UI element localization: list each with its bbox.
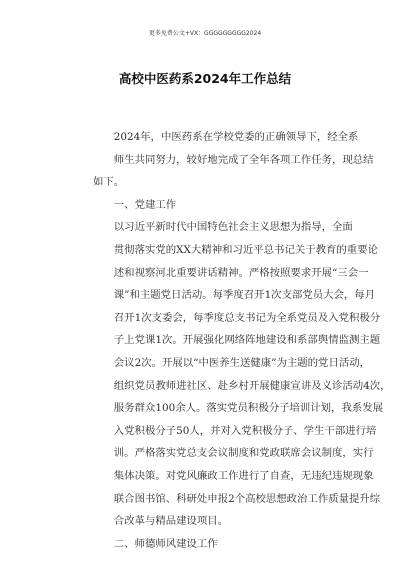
section2-heading: 二、师德师风建设工作 xyxy=(113,537,218,550)
header-note: 更多免费公文+VX：GGGGGGGGG2024 xyxy=(148,30,262,37)
section1-line: 集体决策。对党风廉政工作进行了自查，无违纪违规现象 xyxy=(113,469,374,482)
section1-line: 联合图书馆、科研处申报2个高校思想政治工作质量提升综 xyxy=(113,492,381,505)
intro-line: 2024年，中医药系在学校党委的正确领导下，经全系 xyxy=(113,131,359,143)
section1-line: 课”和主题党日活动。每季度召开1次支部党员大会，每月 xyxy=(113,289,376,302)
intro-line: 如下。 xyxy=(93,176,125,189)
section1-line: 合改革与精品建设项目。 xyxy=(113,515,229,528)
intro-paragraph xyxy=(93,126,374,194)
section1-line: 子上党课1次。开展强化网络阵地建设和系部舆情监测主题 xyxy=(113,334,381,347)
section1-line: 述和视察河北重要讲话精神。严格按照要求开展“三会一 xyxy=(113,266,369,279)
section1-line: 入党积极分子50人，并对入党积极分子、学生干部进行培 xyxy=(113,424,377,437)
intro-line: 师生共同努力，较好地完成了全年各项工作任务，现总结 xyxy=(113,153,374,166)
section1-line: 召开1次支委会，每季度总支书记为全系党员及入党积极分 xyxy=(113,311,381,324)
section1-line: 会议2次。开展以“中医养生送健康”为主题的党日活动， xyxy=(113,356,371,369)
section1-line: 贯彻落实党的XX大精神和习近平总书记关于教育的重要论 xyxy=(113,243,378,256)
section1-line: 服务群众100余人。落实党员积极分子培训计划，我系发展 xyxy=(113,402,384,415)
document-body xyxy=(93,126,391,555)
section1-line: 训。严格落实党总支会议制度和党政联席会议制度，实行 xyxy=(113,447,374,460)
section1-line: 以习近平新时代中国特色社会主义思想为指导，全面 xyxy=(113,221,353,234)
section1-paragraph xyxy=(93,216,391,532)
section1-line: 组织党员教师进社区、赴乡村开展健康宣讲及义诊活动4次， xyxy=(113,379,391,392)
section1-heading: 一、党建工作 xyxy=(113,198,177,211)
document-title: 高校中医药系2024年工作总结 xyxy=(118,71,292,86)
